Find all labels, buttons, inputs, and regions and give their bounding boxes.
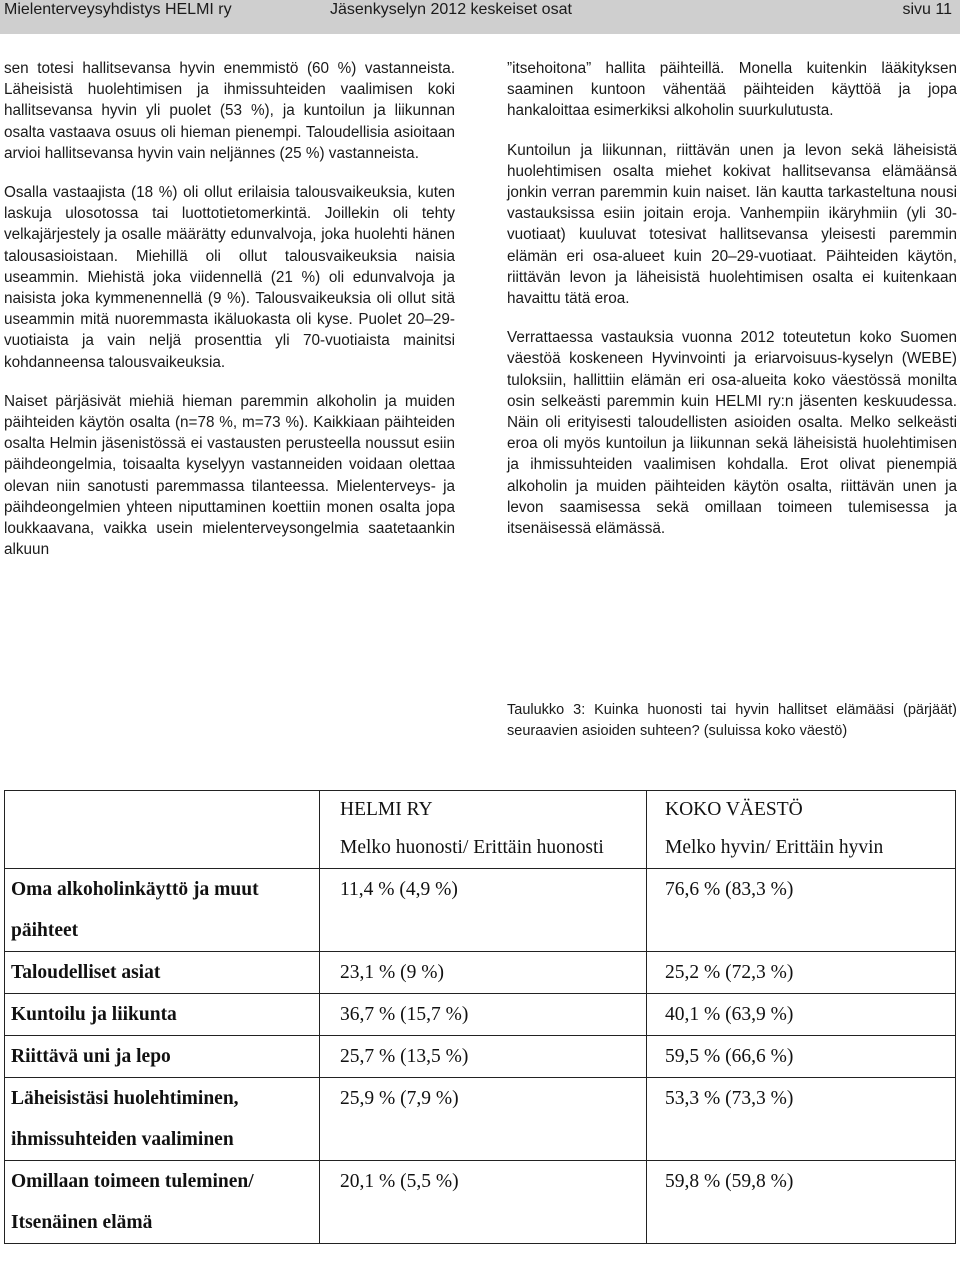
row-helmi-value: 25,7 % (13,5 %)	[320, 1036, 647, 1078]
row-koko-value: 76,6 % (83,3 %)	[647, 869, 956, 952]
left-text-column	[4, 58, 455, 578]
row-label: Riittävä uni ja lepo	[5, 1036, 320, 1078]
header-helmi-cell	[320, 791, 647, 869]
row-label: Kuntoilu ja liikunta	[5, 994, 320, 1036]
row-koko-value: 59,8 % (59,8 %)	[647, 1161, 956, 1244]
row-label: Oma alkoholinkäyttö ja muut päihteet	[5, 869, 320, 952]
koko-column-title: KOKO VÄESTÖ	[665, 799, 803, 820]
helmi-column-subtitle: Melko huonosti/ Erittäin huonosti	[340, 837, 604, 858]
right-paragraph-3: Verrattaessa vastauksia vuonna 2012 toteutetun koko Suomen väestöä koskeneen Hyvinvointi ja eriarvoisuus-kyselyn (WEBE) tuloksiin, hallittiin elämän eri osa-alueita koko väestössä monilta osin selkeästi paremmin kuin HELMI ry:n jäsenten keskuudessa. Näin oli erityisesti taloudellisten asioiden osalta. Melko selkeästi eroa oli myös kuntoilun ja liikunnan sekä läheisistä huolehtimisen ja ihmissuhteiden vaalimisen kohdalla. Erot olivat pienempiä alkoholin ja muiden päihteiden käytön osalta, riittävän unen ja levon saamisessa sekä omillaan toimeen tulemisessa ja itsenäisessä elämässä.	[507, 329, 957, 538]
header-koko-cell	[647, 791, 956, 869]
row-koko-value: 59,5 % (66,6 %)	[647, 1036, 956, 1078]
header-organization: Mielenterveysyhdistys HELMI ry	[4, 1, 232, 18]
table-caption: Taulukko 3: Kuinka huonosti tai hyvin hallitset elämääsi (pärjäät) seuraavien asioiden suhteen? (suluissa koko väestö)	[507, 702, 957, 739]
table-row	[5, 952, 956, 994]
table-row	[5, 1078, 956, 1161]
row-koko-value: 40,1 % (63,9 %)	[647, 994, 956, 1036]
table-header-row	[5, 791, 956, 869]
header-document-title: Jäsenkyselyn 2012 keskeiset osat	[330, 1, 572, 18]
row-helmi-value: 23,1 % (9 %)	[320, 952, 647, 994]
table-row	[5, 1161, 956, 1244]
row-helmi-value: 20,1 % (5,5 %)	[320, 1161, 647, 1244]
page-header	[0, 0, 960, 34]
row-label: Läheisistäsi huolehtiminen, ihmissuhteiden vaaliminen	[5, 1078, 320, 1161]
table-row	[5, 994, 956, 1036]
row-helmi-value: 11,4 % (4,9 %)	[320, 869, 647, 952]
left-paragraph-2: Osalla vastaajista (18 %) oli ollut erilaisia talousvaikeuksia, kuten laskuja ulosotossa tai luottotietomerkintä. Joillekin oli tehty velkajärjestely ja osalle määrätty edunvalvoja, joka huolehti hänen talousasioistaan. Miehillä oli ollut talousvaikeuksia naisia useammin. Miehistä joka viidennellä (21 %) oli edunvalvoja ja naisista joka kymmenennellä (9 %). Talousvaikeuksia oli ollut sitä useammin mitä nuoremmasta ikäluokasta oli kyse. Puolet 20–29-vuotiaista ja vain neljä prosenttia yli 70-vuotiaista mainitsi kohdanneensa talousvaikeuksia.	[4, 184, 455, 371]
row-label: Omillaan toimeen tuleminen/ Itsenäinen elämä	[5, 1161, 320, 1244]
left-paragraph-3: Naiset pärjäsivät miehiä hieman paremmin alkoholin ja muiden päihteiden käytön osalta (n=78 %, m=73 %). Kaikkiaan päihteiden osalta Helmin jäsenistössä ei vastausten perusteella noussut esiin päihdeongelmia, toisaalta kyselyyn vastanneiden voidaan olettaa olevan niin sanotusti paremmassa tilanteessa. Mielenterveys- ja päihdeongelmien yhteen niputtaminen koettiin monen osalta jopa loukkaavana, vaikka usein mielenterveysongelmia saatetaankin alkuun	[4, 392, 455, 559]
row-helmi-value: 25,9 % (7,9 %)	[320, 1078, 647, 1161]
helmi-column-title: HELMI RY	[340, 799, 433, 820]
row-koko-value: 25,2 % (72,3 %)	[647, 952, 956, 994]
results-table	[4, 790, 956, 1244]
left-paragraph-1: sen totesi hallitsevansa hyvin enemmistö (60 %) vastanneista. Läheisistä huolehtimisen ja ihmissuhteiden vaalimisen koki hallitsevansa hyvin yli puolet (53 %), ja kuntoilun ja liikunnan osalta vastaava osuus oli hieman pienempi. Taloudellisia asioitaan arvioi hallitsevansa hyvin vain neljännes (25 %) vastanneista.	[4, 60, 455, 162]
header-empty-cell	[5, 791, 320, 869]
header-page-number: sivu 11	[902, 1, 952, 18]
right-paragraph-1: ”itsehoitona” hallita päihteillä. Monella kuitenkin lääkityksen saaminen kuntoon vähentää päihteiden käyttöä ja jopa hankaloittaa esimerkiksi alkoholin suurkulutusta.	[507, 60, 957, 120]
row-koko-value: 53,3 % (73,3 %)	[647, 1078, 956, 1161]
koko-column-subtitle: Melko hyvin/ Erittäin hyvin	[665, 837, 884, 858]
right-text-column	[507, 58, 957, 557]
table-row	[5, 1036, 956, 1078]
table-row	[5, 869, 956, 952]
row-helmi-value: 36,7 % (15,7 %)	[320, 994, 647, 1036]
right-paragraph-2: Kuntoilun ja liikunnan, riittävän unen ja levon sekä läheisistä huolehtimisen osalta miehet kokivat hallitsevansa elämäänsä jonkin verran paremmin kuin naiset. Iän kautta tarkasteltuna nousi vastauksissa esiin joitain eroja. Vanhempiin ikäryhmiin (yli 30-vuotiaat) kuuluvat totesivat hallitsevansa yleisesti paremmin elämän eri osa-alueet kuin 20–29-vuotiaat. Päihteiden käytön, riittävän levon ja läheisistä huolehtimisen osalta ei kuitenkaan havaittu tätä eroa.	[507, 141, 957, 308]
row-label: Taloudelliset asiat	[5, 952, 320, 994]
